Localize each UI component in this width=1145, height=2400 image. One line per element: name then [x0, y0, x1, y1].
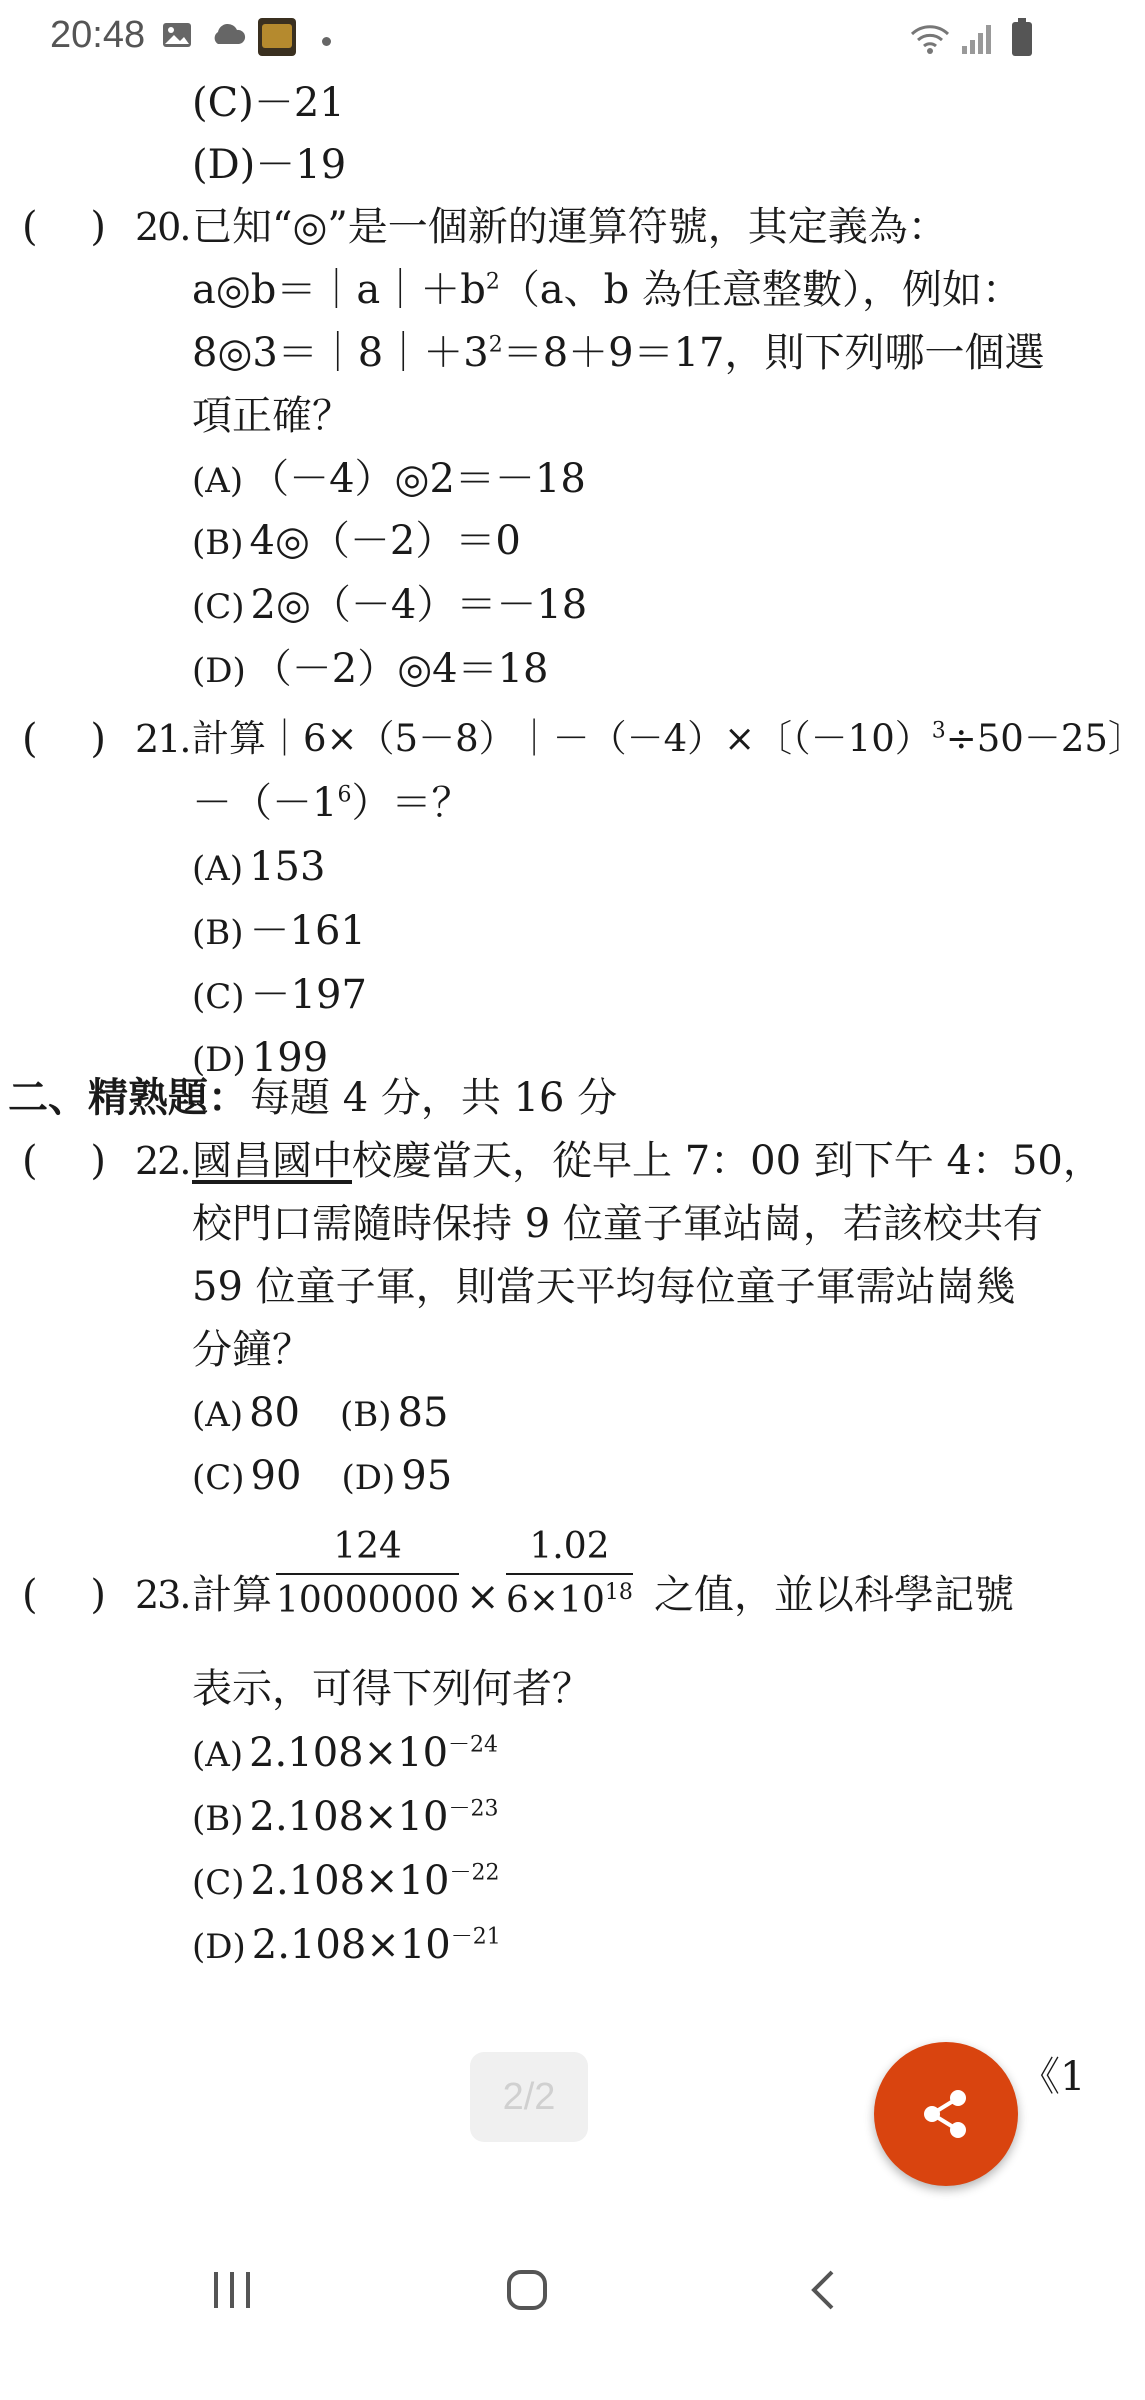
q20-option-b: (B) 4◎（－2）＝0	[192, 518, 521, 564]
q20-line4: 項正確？	[192, 393, 352, 439]
q23-line2: 表示，可得下列何者？	[192, 1666, 592, 1712]
q23-option-b: (B) $2.108\times 10^{-23}$	[192, 1794, 499, 1840]
q23-fraction-2	[506, 1525, 633, 1623]
cloud-icon	[210, 22, 246, 46]
q23-number: 23.	[135, 1573, 190, 1617]
page-indicator: 2/2	[470, 2052, 588, 2142]
q22-line2: 校門口需隨時保持 9 位童子軍站崗，若該校共有	[192, 1201, 1043, 1247]
q23-answer-blank: ( )	[22, 1572, 106, 1618]
q20-number: 20.	[135, 205, 190, 249]
q19-option-d: (D)－19	[192, 142, 347, 188]
q22-answer-blank: ( )	[22, 1138, 106, 1184]
q21-option-b: (B) －161	[192, 908, 366, 954]
q23-fraction-1	[276, 1525, 459, 1623]
q21-option-a: (A) 153	[192, 844, 326, 890]
q22-number: 22.	[135, 1139, 190, 1183]
q21-option-d: (D) 199	[192, 1035, 329, 1081]
q23-prefix: 計算	[192, 1572, 272, 1618]
q21-line2: $-(-1^6)=$？	[192, 780, 472, 826]
battery-icon	[1012, 22, 1032, 56]
q21-answer-blank: ( )	[22, 716, 106, 762]
q23-option-c: (C) $2.108\times 10^{-22}$	[192, 1858, 500, 1904]
share-icon	[916, 2084, 976, 2144]
navigation-bar	[0, 2238, 1080, 2348]
q20-line1: 已知“◎”是一個新的運算符號，其定義為：	[192, 204, 948, 250]
q21-number: 21.	[135, 717, 190, 761]
notification-dot-icon	[322, 37, 331, 46]
section-scoring-info: 每題 4 分，共 16 分	[250, 1075, 618, 1121]
q20-option-a: (A) （－4）◎2＝－18	[192, 456, 586, 502]
edge-panel-hint[interactable]: 《1	[1020, 2054, 1086, 2100]
q21-option-c: (C) －197	[192, 972, 367, 1018]
q22-line3: 59 位童子軍，則當天平均每位童子軍需站崗幾	[192, 1264, 1016, 1310]
section-title: 二、精熟題：	[8, 1075, 248, 1121]
q23-suffix: 之值，並以科學記號	[654, 1572, 1014, 1618]
q20-option-d: (D) （－2）◎4＝18	[192, 646, 549, 692]
q20-line2: $a◎b=|a|+b^2(a$、b 為任意整數），例如：	[192, 267, 1022, 313]
back-button[interactable]	[808, 2268, 838, 2312]
q23-times: ×	[466, 1574, 500, 1620]
fraction-2-numerator: 1.02	[506, 1525, 633, 1575]
school-name: 國昌國中	[192, 1138, 352, 1184]
home-button[interactable]	[505, 2268, 549, 2312]
q22-line4: 分鐘？	[192, 1327, 312, 1373]
q20-answer-blank: ( )	[22, 204, 106, 250]
fraction-1-numerator: 124	[276, 1525, 459, 1575]
q22-options-row2: (C) 90 (D) 95	[192, 1453, 453, 1499]
game-app-icon	[258, 18, 296, 56]
q23-option-a: (A) $2.108\times 10^{-24}$	[192, 1730, 499, 1776]
status-time: 20:48	[50, 14, 146, 56]
q23-option-d: (D) $2.108\times 10^{-21}$	[192, 1922, 501, 1968]
q22-options-row1: (A) 80 (B) 85	[192, 1390, 449, 1436]
q20-line3: $8◎3=|8|+3^2=8+9=17$，則下列哪一個選	[192, 330, 1045, 376]
gallery-icon	[162, 22, 192, 48]
fraction-1-denominator: 10000000	[276, 1580, 460, 1621]
status-bar	[0, 0, 1080, 80]
q22-line1: 國昌國中校慶當天，從早上 7：00 到下午 4：50，	[192, 1138, 1103, 1184]
signal-icon	[960, 22, 996, 56]
fraction-2-denominator: $6\times 10^{18}$	[506, 1580, 633, 1621]
q21-line1: 計算｜6×（5－8）｜－（－4）×〔$(-10)^3\div 50-25$〕	[192, 717, 1145, 760]
q20-option-c: (C) 2◎（－4）＝－18	[192, 582, 588, 628]
share-button[interactable]	[874, 2042, 1018, 2186]
recent-apps-button[interactable]	[212, 2268, 252, 2312]
q19-option-c: (C)－21	[192, 80, 345, 126]
wifi-icon	[910, 22, 950, 56]
